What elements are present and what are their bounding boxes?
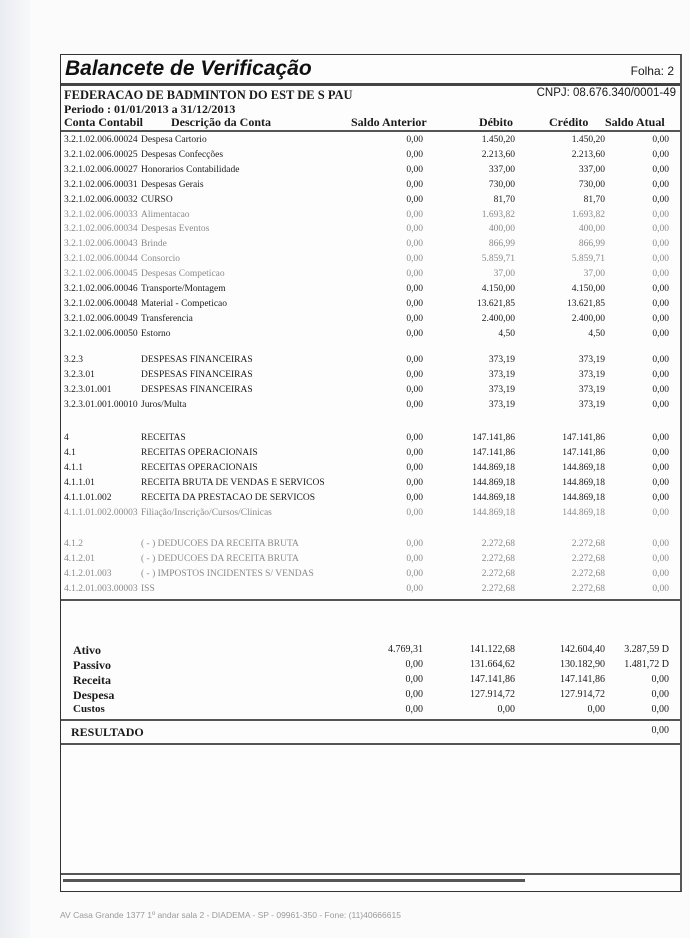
- account-code: 3.2.3: [64, 355, 83, 365]
- table-row: [61, 569, 680, 583]
- saldo-atual: 0,00: [652, 477, 669, 488]
- credito: 2.213,60: [571, 149, 605, 160]
- saldo-atual: 0,00: [652, 447, 669, 458]
- saldo-anterior: 0,00: [406, 399, 423, 410]
- debito: 2.272,68: [481, 568, 515, 579]
- credito: 400,00: [578, 224, 605, 235]
- account-description: Filiação/Inscrição/Cursos/Clinicas: [141, 507, 272, 518]
- saldo-atual: 0,00: [651, 674, 669, 685]
- resultado-divider-top: [61, 719, 680, 721]
- document-title: Balancete de Verificação: [65, 57, 312, 80]
- table-row: [61, 448, 680, 462]
- section-divider: [61, 599, 680, 601]
- account-description: ( - ) DEDUCOES DA RECEITA BRUTA: [141, 539, 299, 549]
- col-descricao: Descrição da Conta: [171, 115, 271, 129]
- debito: 13.621,85: [477, 298, 515, 309]
- saldo-anterior: 0,00: [406, 254, 423, 265]
- account-code: 3.2.1.02.006.00049: [64, 313, 138, 324]
- saldo-atual: 0,00: [652, 179, 669, 190]
- credito: 37,00: [583, 269, 605, 280]
- table-row: [61, 493, 680, 507]
- account-description: ( - ) IMPOSTOS INCIDENTES S/ VENDAS: [141, 568, 314, 579]
- summary-label: Custos: [73, 703, 105, 715]
- credito: 2.272,68: [571, 568, 605, 579]
- debito: 127.914,72: [470, 689, 515, 700]
- table-row: [61, 210, 680, 224]
- account-description: RECEITAS: [141, 433, 186, 443]
- account-code: 3.2.1.02.006.00031: [64, 179, 138, 190]
- table-row: [61, 165, 680, 179]
- saldo-atual: 0,00: [652, 209, 669, 220]
- credito: 373,19: [578, 399, 605, 410]
- debito: 373,19: [488, 355, 515, 365]
- saldo-anterior: 0,00: [406, 462, 423, 473]
- saldo-atual: 0,00: [652, 149, 669, 160]
- account-description: DESPESAS FINANCEIRAS: [141, 369, 253, 380]
- summary-label: Despesa: [73, 688, 115, 702]
- debito: 131.664,62: [470, 659, 515, 670]
- saldo-atual: 0,00: [652, 492, 669, 503]
- saldo-atual: 0,00: [652, 254, 669, 265]
- credito: 81,70: [583, 194, 605, 205]
- account-code: 4: [64, 433, 69, 443]
- account-description: Transferencia: [141, 313, 193, 324]
- account-code: 4.1.1.01: [64, 477, 95, 488]
- footer-divider: [61, 873, 680, 875]
- debito: 0,00: [497, 704, 515, 715]
- saldo-anterior: 0,00: [406, 433, 423, 443]
- credito: 4.150,00: [571, 284, 605, 294]
- credito: 144.869,18: [562, 462, 605, 473]
- saldo-atual: 0,00: [652, 135, 669, 145]
- saldo-anterior: 0,00: [406, 568, 423, 579]
- table-row: [61, 355, 680, 369]
- credito: 2.400,00: [571, 313, 605, 324]
- debito: 2.213,60: [481, 149, 515, 160]
- summary-row: [61, 674, 680, 689]
- table-row: [61, 284, 680, 298]
- account-description: CURSO: [141, 194, 173, 205]
- account-code: 4.1.2.01.003.00003: [64, 583, 138, 594]
- saldo-anterior: 0,00: [405, 674, 423, 685]
- debito: 2.272,68: [481, 553, 515, 564]
- debito: 730,00: [488, 179, 515, 190]
- debito: 147.141,86: [472, 447, 515, 458]
- credito: 147.141,86: [562, 447, 605, 458]
- credito: 0,00: [587, 704, 605, 715]
- table-row: [61, 239, 680, 253]
- credito: 373,19: [578, 369, 605, 380]
- debito: 5.859,71: [481, 254, 515, 265]
- table-row: [61, 463, 680, 477]
- debito: 144.869,18: [472, 492, 515, 503]
- table-row: [61, 269, 680, 283]
- account-code: 3.2.1.02.006.00024: [64, 135, 138, 145]
- summary-label: Ativo: [73, 643, 101, 657]
- account-description: RECEITA BRUTA DE VENDAS E SERVICOS: [141, 477, 325, 488]
- resultado-label: RESULTADO: [71, 725, 144, 739]
- saldo-anterior: 0,00: [406, 135, 423, 145]
- saldo-atual: 0,00: [652, 553, 669, 564]
- debito: 147.141,86: [470, 674, 515, 685]
- credito: 144.869,18: [562, 507, 605, 518]
- table-row: [61, 508, 680, 522]
- table-row: [61, 433, 680, 447]
- col-conta: Conta Contabil: [64, 115, 144, 129]
- saldo-atual: 0,00: [652, 313, 669, 324]
- scan-edge: [0, 0, 30, 938]
- debito: 147.141,86: [472, 433, 515, 443]
- table-row: [61, 554, 680, 568]
- saldo-atual: 0,00: [652, 507, 669, 518]
- saldo-anterior: 0,00: [406, 179, 423, 190]
- footer-address: AV Casa Grande 1377 1º andar sala 2 - DIADEMA - SP - 09961-350 - Fone: (11)40666615: [60, 910, 401, 920]
- saldo-anterior: 0,00: [406, 384, 423, 395]
- debito: 866,99: [488, 239, 515, 250]
- resultado-value: 0,00: [651, 725, 669, 736]
- saldo-anterior: 0,00: [406, 209, 423, 220]
- balancete-page: [60, 54, 682, 892]
- credito: 127.914,72: [560, 689, 605, 700]
- saldo-anterior: 0,00: [406, 553, 423, 564]
- credito: 337,00: [578, 164, 605, 175]
- summary-label: Passivo: [73, 658, 112, 672]
- account-description: RECEITAS OPERACIONAIS: [141, 447, 258, 458]
- debito: 81,70: [493, 194, 515, 205]
- saldo-anterior: 0,00: [406, 583, 423, 594]
- saldo-anterior: 0,00: [406, 447, 423, 458]
- table-row: [61, 370, 680, 384]
- summary-row: [61, 704, 680, 719]
- account-code: 3.2.1.02.006.00044: [64, 254, 138, 265]
- saldo-atual: 0,00: [652, 568, 669, 579]
- period: Periodo : 01/01/2013 a 31/12/2013: [64, 102, 236, 116]
- account-code: 4.1.1.01.002.00003: [64, 507, 138, 518]
- account-code: 3.2.3.01.001.00010: [64, 399, 138, 410]
- saldo-atual: 0,00: [652, 224, 669, 235]
- saldo-anterior: 0,00: [406, 355, 423, 365]
- saldo-atual: 0,00: [651, 704, 669, 715]
- credito: 13.621,85: [567, 298, 605, 309]
- saldo-anterior: 0,00: [406, 224, 423, 235]
- credito: 144.869,18: [562, 477, 605, 488]
- table-row: [61, 180, 680, 194]
- saldo-anterior: 0,00: [406, 239, 423, 250]
- saldo-anterior: 0,00: [406, 164, 423, 175]
- debito: 373,19: [488, 384, 515, 395]
- saldo-atual: 0,00: [652, 369, 669, 380]
- account-code: 3.2.1.02.006.00046: [64, 284, 138, 294]
- saldo-atual: 0,00: [652, 462, 669, 473]
- table-row: [61, 150, 680, 164]
- account-description: Despesas Competicao: [141, 269, 225, 280]
- saldo-anterior: 0,00: [405, 704, 423, 715]
- saldo-atual: 0,00: [652, 583, 669, 594]
- table-row: [61, 195, 680, 209]
- credito: 2.272,68: [571, 539, 605, 549]
- col-debito: Débito: [479, 115, 513, 129]
- saldo-anterior: 4.769,31: [388, 644, 423, 655]
- table-row: [61, 329, 680, 343]
- debito: 400,00: [488, 224, 515, 235]
- saldo-anterior: 0,00: [406, 149, 423, 160]
- header-divider: [61, 130, 680, 132]
- account-description: Consorcio: [141, 254, 181, 265]
- resultado-row: [61, 725, 680, 740]
- summary-label: Receita: [73, 673, 111, 687]
- table-row: [61, 135, 680, 149]
- saldo-atual: 0,00: [652, 384, 669, 395]
- account-code: 3.2.1.02.006.00025: [64, 149, 138, 160]
- saldo-atual: 0,00: [652, 433, 669, 443]
- saldo-anterior: 0,00: [406, 284, 423, 294]
- account-description: DESPESAS FINANCEIRAS: [141, 384, 253, 395]
- account-description: Transporte/Montagem: [141, 284, 226, 294]
- debito: 4,50: [498, 328, 515, 339]
- account-code: 4.1.2.01: [64, 553, 95, 564]
- saldo-atual: 0,00: [652, 164, 669, 175]
- saldo-anterior: 0,00: [406, 313, 423, 324]
- account-code: 3.2.1.02.006.00033: [64, 209, 138, 220]
- account-description: Despesas Gerais: [141, 179, 204, 190]
- account-description: Despesas Eventos: [141, 224, 210, 235]
- credito: 866,99: [578, 239, 605, 250]
- account-description: Juros/Multa: [141, 399, 187, 410]
- account-code: 3.2.3.01: [64, 369, 95, 380]
- table-row: [61, 385, 680, 399]
- credito: 1.450,20: [571, 135, 605, 145]
- account-description: ( - ) DEDUCOES DA RECEITA BRUTA: [141, 553, 299, 564]
- saldo-anterior: 0,00: [405, 659, 423, 670]
- credito: 147.141,86: [560, 674, 605, 685]
- summary-row: [61, 689, 680, 704]
- debito: 373,19: [488, 399, 515, 410]
- account-code: 4.1.1.01.002: [64, 492, 112, 503]
- account-code: 3.2.3.01.001: [64, 384, 112, 395]
- page-number: Folha: 2: [630, 64, 674, 78]
- debito: 2.400,00: [481, 313, 515, 324]
- saldo-anterior: 0,00: [406, 539, 423, 549]
- footer-bar: [63, 879, 525, 882]
- debito: 2.272,68: [481, 583, 515, 594]
- credito: 147.141,86: [562, 433, 605, 443]
- account-description: Despesa Cartorio: [141, 135, 207, 145]
- credito: 5.859,71: [571, 254, 605, 265]
- saldo-anterior: 0,00: [406, 298, 423, 309]
- account-code: 4.1.2.01.003: [64, 568, 112, 579]
- saldo-atual: 0,00: [652, 328, 669, 339]
- debito: 1.450,20: [481, 135, 515, 145]
- summary-row: [61, 644, 680, 659]
- account-description: Despesas Confecções: [141, 149, 224, 160]
- table-row: [61, 478, 680, 492]
- debito: 37,00: [493, 269, 515, 280]
- account-code: 3.2.1.02.006.00027: [64, 164, 138, 175]
- credito: 144.869,18: [562, 492, 605, 503]
- resultado-divider-bottom: [61, 743, 680, 745]
- account-description: ISS: [141, 583, 155, 594]
- account-code: 4.1.1: [64, 462, 83, 473]
- credito: 130.182,90: [560, 659, 605, 670]
- saldo-anterior: 0,00: [406, 194, 423, 205]
- table-row: [61, 224, 680, 238]
- account-description: DESPESAS FINANCEIRAS: [141, 355, 253, 365]
- account-code: 3.2.1.02.006.00034: [64, 224, 138, 235]
- account-code: 4.1.2: [64, 539, 83, 549]
- col-credito: Crédito: [549, 115, 589, 129]
- organization-name: FEDERACAO DE BADMINTON DO EST DE S PAU: [64, 88, 353, 102]
- table-row: [61, 314, 680, 328]
- account-code: 3.2.1.02.006.00048: [64, 298, 138, 309]
- credito: 2.272,68: [571, 583, 605, 594]
- account-description: RECEITAS OPERACIONAIS: [141, 462, 258, 473]
- saldo-atual: 0,00: [652, 269, 669, 280]
- account-description: RECEITA DA PRESTACAO DE SERVICOS: [141, 492, 316, 503]
- title-divider: [61, 83, 680, 86]
- saldo-anterior: 0,00: [406, 492, 423, 503]
- saldo-atual: 0,00: [652, 355, 669, 365]
- table-row: [61, 254, 680, 268]
- credito: 142.604,40: [560, 644, 605, 655]
- credito: 4,50: [588, 328, 605, 339]
- saldo-anterior: 0,00: [406, 477, 423, 488]
- debito: 144.869,18: [472, 507, 515, 518]
- saldo-atual: 0,00: [652, 239, 669, 250]
- table-row: [61, 400, 680, 414]
- debito: 373,19: [488, 369, 515, 380]
- debito: 2.272,68: [481, 539, 515, 549]
- saldo-anterior: 0,00: [406, 507, 423, 518]
- debito: 1.693,82: [481, 209, 515, 220]
- account-description: Material - Competicao: [141, 298, 227, 309]
- saldo-atual: 0,00: [652, 284, 669, 294]
- saldo-atual: 1.481,72 D: [624, 659, 669, 670]
- credito: 373,19: [578, 384, 605, 395]
- saldo-atual: 0,00: [652, 539, 669, 549]
- debito: 4.150,00: [481, 284, 515, 294]
- cnpj: CNPJ: 08.676.340/0001-49: [536, 87, 676, 99]
- saldo-anterior: 0,00: [406, 369, 423, 380]
- credito: 1.693,82: [571, 209, 605, 220]
- saldo-anterior: 0,00: [405, 689, 423, 700]
- table-row: [61, 299, 680, 313]
- account-code: 3.2.1.02.006.00032: [64, 194, 138, 205]
- summary-row: [61, 659, 680, 674]
- saldo-anterior: 0,00: [406, 328, 423, 339]
- col-saldo-anterior: Saldo Anterior: [351, 115, 427, 129]
- col-saldo-atual: Saldo Atual: [605, 115, 665, 129]
- account-description: Estorno: [141, 328, 171, 339]
- account-description: Honorarios Contabilidade: [141, 164, 240, 175]
- credito: 730,00: [578, 179, 605, 190]
- saldo-anterior: 0,00: [406, 269, 423, 280]
- account-code: 3.2.1.02.006.00050: [64, 328, 138, 339]
- debito: 144.869,18: [472, 477, 515, 488]
- account-code: 3.2.1.02.006.00045: [64, 269, 138, 280]
- saldo-atual: 0,00: [652, 298, 669, 309]
- account-description: Brinde: [141, 239, 167, 250]
- table-header: [61, 115, 680, 129]
- saldo-atual: 0,00: [652, 194, 669, 205]
- account-description: Alimentacao: [141, 209, 190, 220]
- saldo-atual: 0,00: [651, 689, 669, 700]
- credito: 373,19: [578, 355, 605, 365]
- debito: 337,00: [488, 164, 515, 175]
- account-code: 3.2.1.02.006.00043: [64, 239, 138, 250]
- debito: 141.122,68: [470, 644, 515, 655]
- saldo-atual: 3.287,59 D: [624, 644, 669, 655]
- debito: 144.869,18: [472, 462, 515, 473]
- table-row: [61, 539, 680, 553]
- table-row: [61, 584, 680, 598]
- account-code: 4.1: [64, 447, 76, 458]
- saldo-atual: 0,00: [652, 399, 669, 410]
- credito: 2.272,68: [571, 553, 605, 564]
